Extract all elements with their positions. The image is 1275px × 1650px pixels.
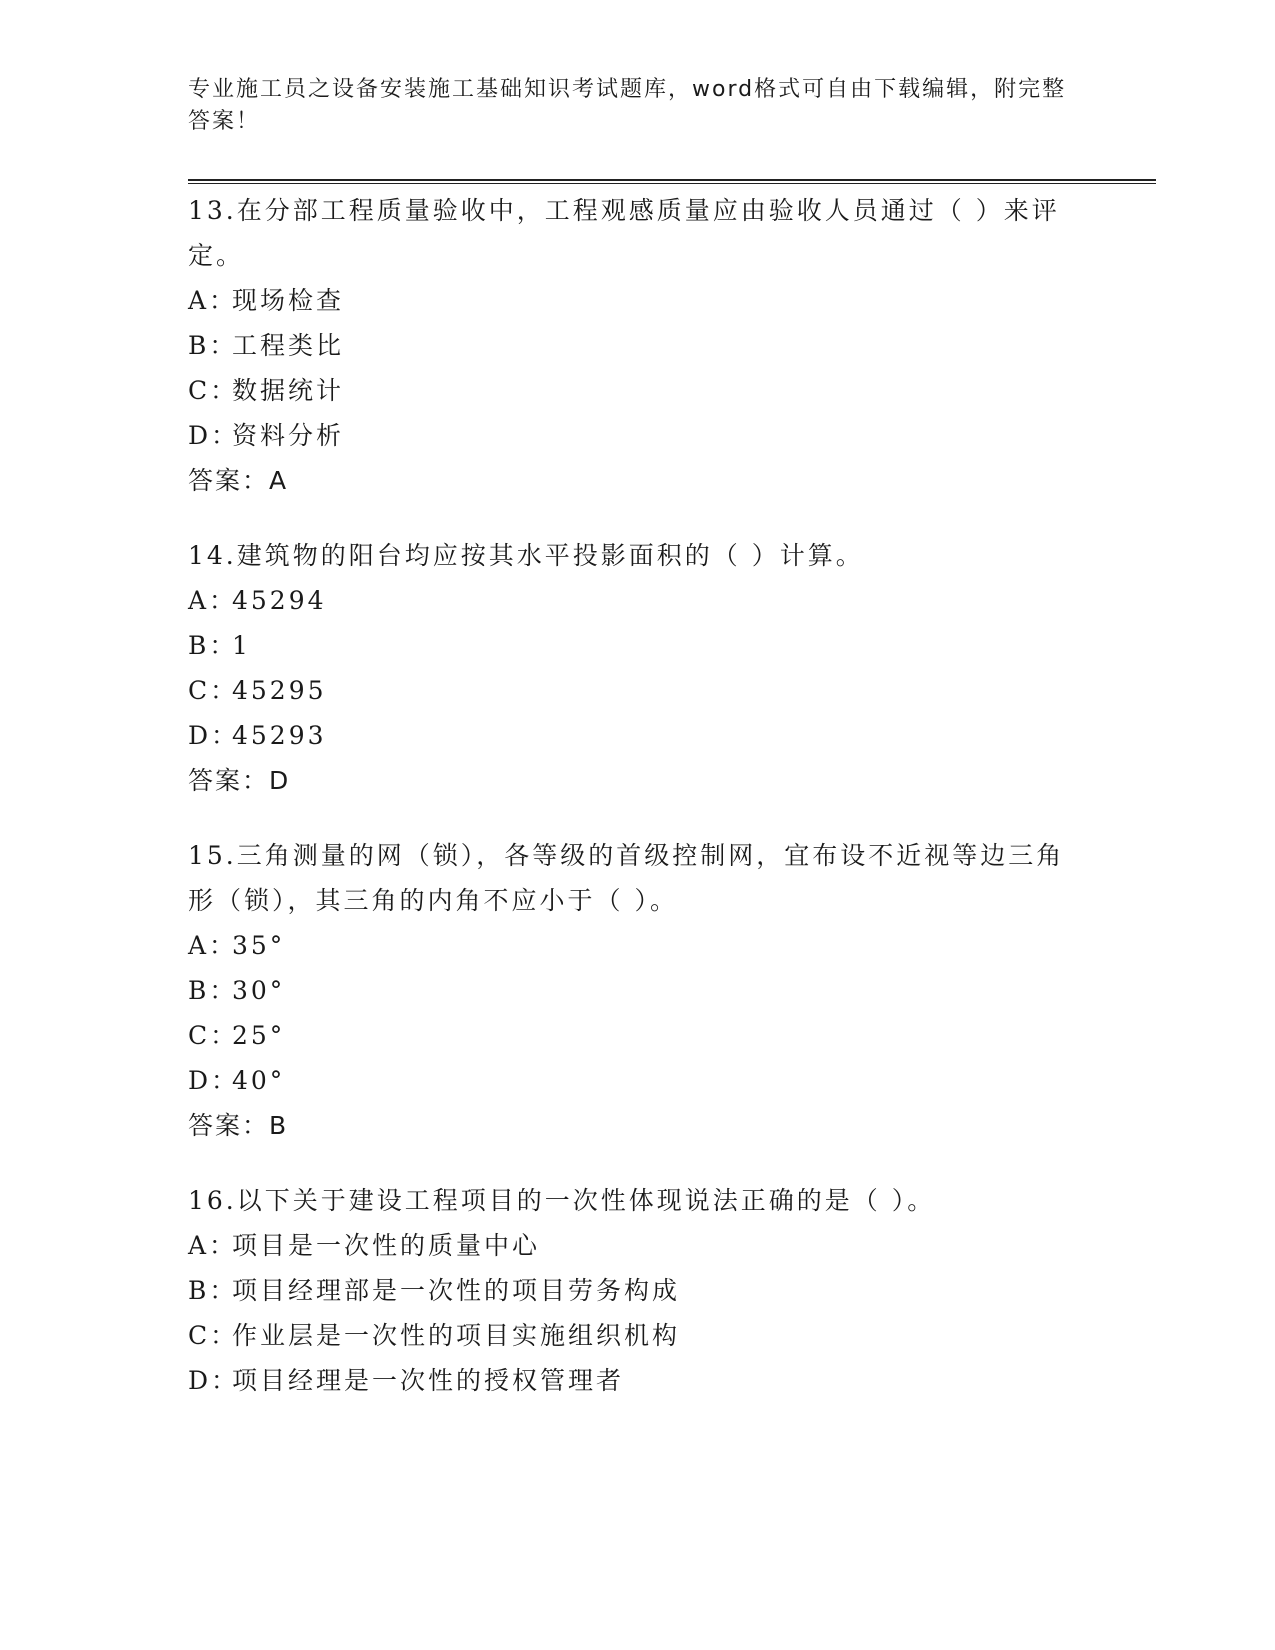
- option-c: [188, 1013, 1088, 1058]
- option-text: 1: [232, 631, 251, 660]
- option-key: C：: [188, 676, 239, 705]
- option-text: 25°: [232, 1021, 286, 1050]
- option-text: 30°: [232, 976, 286, 1005]
- option-b: [188, 968, 1088, 1013]
- option-a: [188, 578, 1088, 623]
- option-c: [188, 1313, 1088, 1358]
- question-stem: 16.以下关于建设工程项目的一次性体现说法正确的是（ ）。: [188, 1186, 936, 1215]
- question-14: [188, 533, 1088, 803]
- option-text: 40°: [232, 1066, 286, 1095]
- answer-line: 答案：A: [188, 466, 289, 495]
- option-key: A：: [188, 1231, 238, 1260]
- option-key: A：: [188, 286, 238, 315]
- option-d: [188, 1058, 1088, 1103]
- option-text: 项目是一次性的质量中心: [232, 1231, 541, 1260]
- option-text: 工程类比: [232, 331, 345, 360]
- question-stem: 14.建筑物的阳台均应按其水平投影面积的（ ）计算。: [188, 541, 864, 570]
- answer-line: 答案：D: [188, 766, 291, 795]
- header-divider: [188, 179, 1156, 181]
- option-key: C：: [188, 1321, 239, 1350]
- option-c: [188, 668, 1088, 713]
- option-key: D：: [188, 421, 240, 450]
- option-key: B：: [188, 1276, 238, 1305]
- option-text: 现场检查: [232, 286, 345, 315]
- header-divider-thin: [188, 183, 1156, 184]
- option-d: [188, 713, 1088, 758]
- option-d: [188, 1358, 1088, 1403]
- option-text: 项目经理是一次性的授权管理者: [232, 1366, 625, 1395]
- option-b: [188, 323, 1088, 368]
- option-key: C：: [188, 1021, 239, 1050]
- option-b: [188, 1268, 1088, 1313]
- document-header: 专业施工员之设备安装施工基础知识考试题库，word格式可自由下载编辑，附完整答案！: [188, 77, 1067, 134]
- option-key: D：: [188, 1366, 240, 1395]
- option-d: [188, 413, 1088, 458]
- option-key: D：: [188, 1066, 240, 1095]
- option-text: 45293: [232, 721, 327, 750]
- option-a: [188, 278, 1088, 323]
- question-stem: 15.三角测量的网（锁），各等级的首级控制网，宜布设不近视等边三角形（锁），其三角的内角不应小于（ ）。: [188, 841, 1065, 915]
- question-13: [188, 188, 1088, 503]
- option-text: 35°: [232, 931, 286, 960]
- question-list: [188, 188, 1088, 1433]
- option-key: C：: [188, 376, 239, 405]
- answer-line: 答案：B: [188, 1111, 289, 1140]
- option-key: D：: [188, 721, 240, 750]
- option-key: B：: [188, 976, 238, 1005]
- option-key: A：: [188, 931, 238, 960]
- option-key: B：: [188, 331, 238, 360]
- question-stem: 13.在分部工程质量验收中，工程观感质量应由验收人员通过（ ）来评定。: [188, 196, 1060, 270]
- option-key: B：: [188, 631, 238, 660]
- option-a: [188, 923, 1088, 968]
- option-text: 45294: [232, 586, 327, 615]
- question-15: [188, 833, 1088, 1148]
- option-text: 资料分析: [232, 421, 345, 450]
- option-text: 45295: [232, 676, 327, 705]
- option-text: 项目经理部是一次性的项目劳务构成: [232, 1276, 681, 1305]
- option-key: A：: [188, 586, 238, 615]
- option-text: 数据统计: [232, 376, 345, 405]
- question-16: [188, 1178, 1088, 1403]
- option-a: [188, 1223, 1088, 1268]
- option-text: 作业层是一次性的项目实施组织机构: [232, 1321, 681, 1350]
- option-b: [188, 623, 1088, 668]
- option-c: [188, 368, 1088, 413]
